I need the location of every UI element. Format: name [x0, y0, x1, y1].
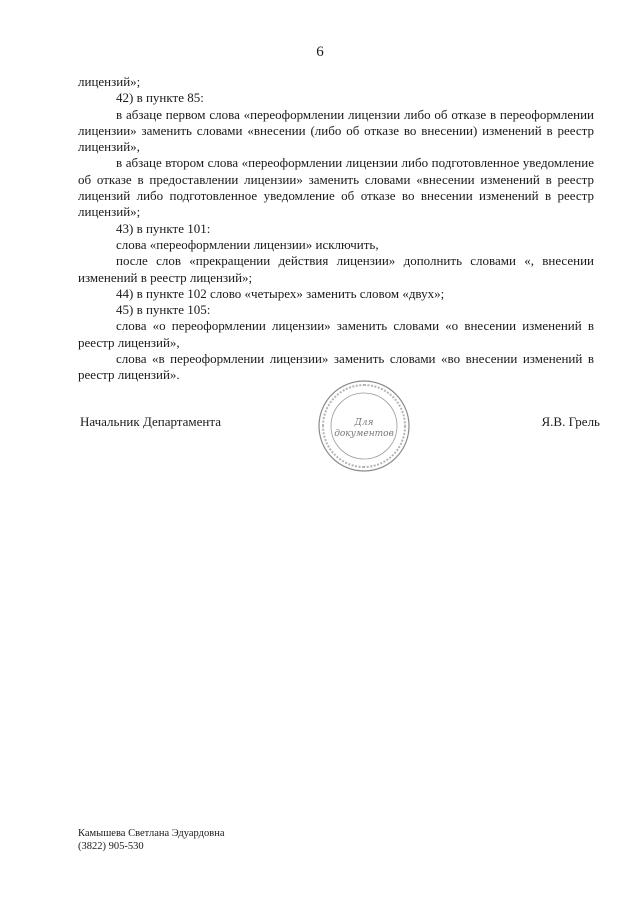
- executor-footer: [78, 827, 225, 853]
- paragraph: слова «о переоформлении лицензии» заменить словами «о внесении изменений в реестр лицензий»,: [78, 318, 594, 350]
- paragraph: слова «переоформлении лицензии» исключить,: [116, 236, 379, 252]
- paragraph: 43) в пункте 101:: [116, 220, 211, 236]
- executor-name: Камышева Светлана Эдуардовна: [78, 828, 225, 839]
- page-number: 6: [316, 44, 324, 60]
- document-body: [78, 74, 594, 384]
- signatory-name: Я.В. Грель: [541, 414, 600, 429]
- executor-phone: (3822) 905-530: [78, 841, 144, 852]
- paragraph: в абзаце втором слова «переоформлении лицензии либо подготовленное уведомление об отказе в предоставлении лицензии» заменить словами «внесении изменений в реестр лицензий либо подготовленное уведомление об отказе во внесении изменений в реестр лицензий»;: [78, 155, 594, 220]
- paragraph: лицензий»;: [78, 74, 141, 89]
- signatory-position: Начальник Департамента: [80, 414, 221, 429]
- signature-block: [80, 414, 600, 432]
- paragraph: в абзаце первом слова «переоформлении лицензии либо об отказе в переоформлении лицензии» заменить словами «внесении (либо об отказе во внесении) изменений в реестр лицензий»,: [78, 106, 594, 155]
- stamp-text-line1: Для: [354, 418, 374, 428]
- paragraph: 45) в пункте 105:: [116, 302, 211, 318]
- stamp-text-line2: документов: [334, 429, 394, 439]
- paragraph: после слов «прекращении действия лицензии» дополнить словами «, внесении изменений в реестр лицензий»;: [78, 253, 594, 285]
- paragraph: 42) в пункте 85:: [116, 90, 204, 106]
- paragraph: слова «в переоформлении лицензии» заменить словами «во внесении изменений в реестр лицензий».: [78, 351, 594, 383]
- paragraph: 44) в пункте 102 слово «четырех» заменить словом «двух»;: [116, 285, 445, 301]
